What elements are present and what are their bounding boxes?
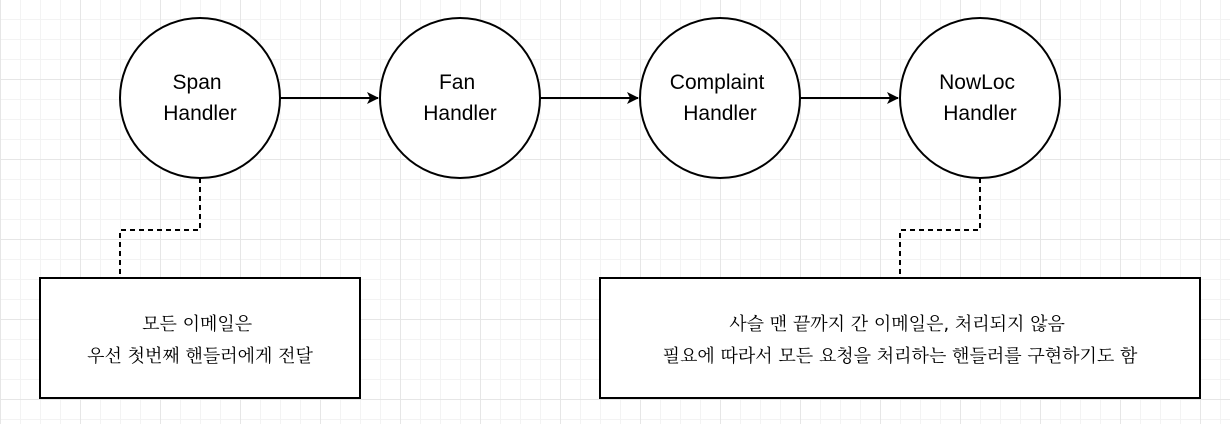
- node-fan-circle[interactable]: [380, 18, 540, 178]
- note-first-handler-line1: 모든 이메일은: [142, 314, 253, 335]
- node-nowloc-handler[interactable]: [900, 18, 1060, 178]
- node-complaint-circle[interactable]: [640, 18, 800, 178]
- note-end-of-chain-box[interactable]: [600, 278, 1200, 398]
- note-first-handler-line2: 우선 첫번째 핸들러에게 전달: [87, 346, 313, 367]
- node-complaint-label-line2: Handler: [683, 102, 757, 125]
- node-span-circle[interactable]: [120, 18, 280, 178]
- node-span-handler[interactable]: [120, 18, 280, 178]
- note-connector-nowloc[interactable]: [900, 178, 980, 278]
- note-end-of-chain-line1: 사슬 맨 끝까지 간 이메일은, 처리되지 않음: [729, 314, 1065, 335]
- note-first-handler[interactable]: [40, 278, 360, 398]
- node-nowloc-label-line1: NowLoc: [939, 71, 1016, 94]
- node-fan-handler[interactable]: [380, 18, 540, 178]
- note-connector-span[interactable]: [120, 178, 200, 278]
- note-end-of-chain-line2: 필요에 따라서 모든 요청을 처리하는 핸들러를 구현하기도 함: [662, 346, 1138, 367]
- node-complaint-label-line1: Complaint: [669, 71, 765, 94]
- node-fan-label-line1: Fan: [438, 71, 476, 94]
- note-end-of-chain[interactable]: [600, 278, 1200, 398]
- note-first-handler-box[interactable]: [40, 278, 360, 398]
- node-fan-label-line2: Handler: [423, 102, 497, 125]
- node-nowloc-circle[interactable]: [900, 18, 1060, 178]
- node-span-label-line2: Handler: [163, 102, 237, 125]
- node-complaint-handler[interactable]: [640, 18, 800, 178]
- node-nowloc-label-line2: Handler: [943, 102, 1017, 125]
- node-span-label-line1: Span: [172, 71, 222, 94]
